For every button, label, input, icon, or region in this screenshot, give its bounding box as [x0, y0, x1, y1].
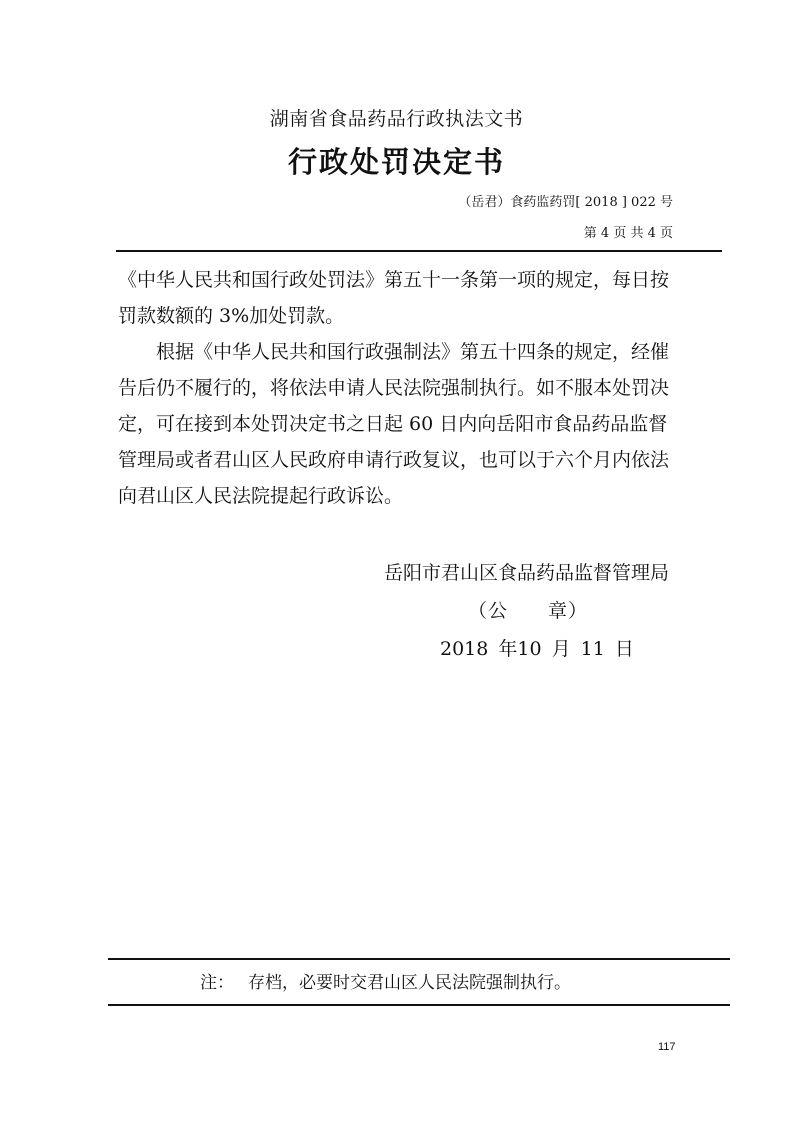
note-label: 注： [200, 973, 234, 993]
document-number: （岳君）食药监药罚[ 2018 ] 022 号 [458, 195, 673, 210]
seal-label: （公 章） [468, 600, 589, 622]
footer-note [200, 968, 571, 993]
issuing-authority: 岳阳市君山区食品药品监督管理局 [383, 562, 669, 584]
document-title: 行政处罚决定书 [287, 145, 505, 179]
header-divider [116, 250, 722, 252]
page-number: 117 [658, 1041, 676, 1053]
footer-divider-top [108, 958, 730, 960]
note-text: 存档，必要时交君山区人民法院强制执行。 [248, 973, 571, 993]
body-paragraph-appeal: 根据《中华人民共和国行政强制法》第五十四条的规定，经催告后仍不履行的，将依法申请人民法院强制执行。如不服本处罚决定，可在接到本处罚决定书之日起 60 日内向岳阳市食品药品监督管理局或者君山区人民政府申请行政复议，也可以于六个月内依法向君山区人民法院提起行政诉讼。 [118, 341, 670, 507]
body-paragraph-continued: 《中华人民共和国行政处罚法》第五十一条第一项的规定，每日按罚款数额的 3%加处罚款。 [118, 269, 670, 327]
document-body [118, 262, 678, 514]
document-series-heading: 湖南省食品药品行政执法文书 [269, 108, 524, 130]
issue-date: 2018 年10 月 11 日 [440, 638, 634, 660]
page-info: 第 4 页 共 4 页 [583, 226, 673, 241]
footer-divider-bottom [108, 1004, 730, 1006]
